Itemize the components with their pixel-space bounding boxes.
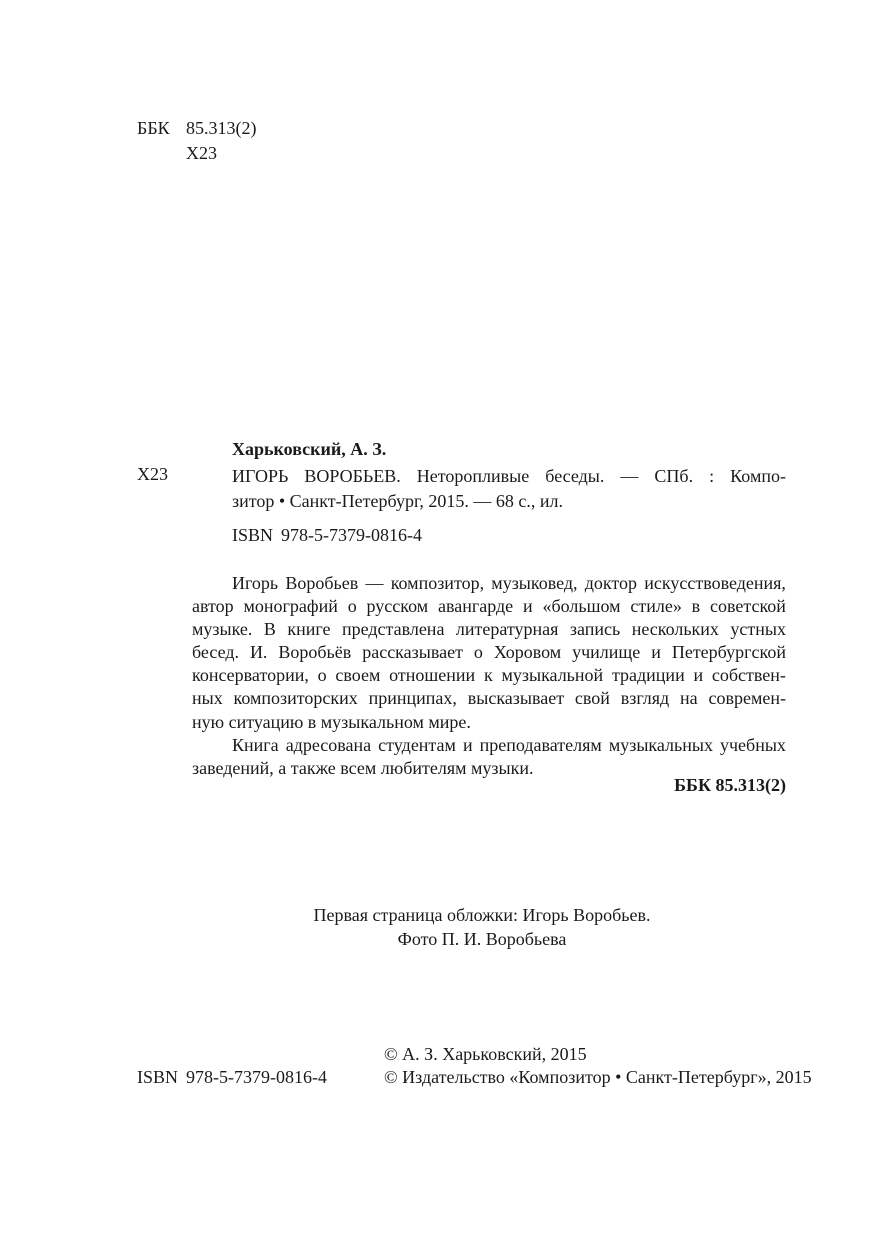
abstract-word: своем (335, 665, 381, 686)
author-mark-top: Х23 (186, 143, 217, 163)
abstract-word: и (693, 665, 704, 686)
abstract-word: — (365, 573, 384, 593)
abstract-word: рассказывает (362, 642, 463, 663)
record-title (232, 464, 786, 514)
abstract-word: и (651, 642, 661, 663)
abstract-word: литературная (455, 619, 559, 640)
abstract-word: монографий (243, 596, 338, 617)
abstract-word: к (483, 665, 493, 686)
abstract-line (192, 595, 786, 618)
abstract-word: устных (730, 619, 786, 640)
abstract-word: и (523, 596, 533, 617)
title-word: Компо- (730, 466, 786, 486)
abstract-word: ных (192, 688, 223, 709)
record-title-line-2: зитор • Санкт-Петербург, 2015. — 68 с., ил. (232, 491, 563, 511)
abstract-word: адресована (285, 734, 372, 755)
copyright-author: © А. З. Харьковский, 2015 (384, 1044, 587, 1064)
abstract-word: музыке. (192, 619, 253, 640)
abstract-line: заведений, а также всем любителям музыки. (192, 757, 534, 778)
record-author: Харьковский, А. З. (232, 439, 387, 459)
abstract-word: консерватории, (192, 665, 309, 686)
title-word: — (620, 466, 639, 486)
abstract-word: Хоровом (493, 642, 562, 663)
isbn-label: ISBN (232, 525, 274, 545)
abstract-word: стиле» (630, 596, 682, 617)
copyright-publisher: © Издательство «Композитор • Санкт-Петербург», 2015 (384, 1067, 812, 1087)
abstract-word: В (263, 619, 276, 640)
abstract-word: советской (710, 596, 786, 617)
abstract-word: книге (287, 619, 331, 640)
abstract-word: преподавателям (479, 734, 602, 755)
abstract-line: ную ситуацию в музыкальном мире. (192, 711, 471, 732)
abstract-word: о (317, 665, 327, 686)
abstract-word: о (473, 642, 483, 663)
abstract-word: авангарде (438, 596, 514, 617)
abstract-word: запись (569, 619, 621, 640)
abstract-line (192, 618, 786, 641)
abstract-word: «большом (542, 596, 621, 617)
cover-credit: Первая страница обложки: Игорь Воробьев. (313, 905, 651, 925)
abstract-word: автор (192, 596, 234, 617)
abstract-word: современ- (708, 688, 786, 709)
abstract-word: Воробьёв (278, 642, 352, 663)
bbk-classification-top (137, 118, 257, 139)
abstract-line (192, 664, 786, 687)
abstract-line (192, 734, 786, 757)
abstract-word: традиции (611, 665, 685, 686)
abstract-word: Книга (232, 734, 279, 755)
bbk-classification-bottom: ББК 85.313(2) (674, 775, 786, 795)
abstract-word: высказывает (467, 688, 565, 709)
abstract-word: композитор, (390, 573, 485, 593)
abstract-word: представлена (341, 619, 445, 640)
abstract-word: русском (366, 596, 429, 617)
abstract-line (192, 641, 786, 664)
abstract-line (192, 572, 786, 595)
abstract-word: учебных (720, 734, 786, 755)
abstract-word: свой (574, 688, 610, 709)
abstract-word: Воробьев (285, 573, 359, 593)
record-title-line-1 (232, 464, 786, 489)
abstract-word: принципах, (368, 688, 457, 709)
abstract-word: и (462, 734, 473, 755)
abstract-word: студентам (378, 734, 456, 755)
abstract-word: на (680, 688, 698, 709)
title-word: : (709, 466, 715, 486)
abstract-word: собствен- (711, 665, 786, 686)
title-word: Неторопливые (416, 466, 530, 486)
abstract-word: о (347, 596, 357, 617)
abstract-word: доктор (584, 573, 638, 593)
title-word: ИГОРЬ (232, 466, 289, 486)
isbn-number: 978-5-7379-0816-4 (186, 1067, 327, 1087)
abstract-word: искусствоведения, (644, 573, 786, 593)
abstract-word: музыкальных (608, 734, 713, 755)
title-word: беседы. (545, 466, 605, 486)
title-word: СПб. (654, 466, 694, 486)
abstract-line (192, 687, 786, 710)
record-isbn (232, 525, 422, 546)
photo-credit: Фото П. И. Воробьева (397, 929, 567, 949)
abstract-word: И. (249, 642, 268, 663)
bbk-label: ББК (137, 118, 170, 138)
abstract-word: бесед. (192, 642, 239, 663)
abstract (192, 572, 786, 780)
title-word: ВОРОБЬЕВ. (304, 466, 401, 486)
abstract-word: нескольких (631, 619, 719, 640)
abstract-word: отношении (389, 665, 476, 686)
abstract-word: Игорь (232, 573, 279, 593)
abstract-word: музыковед, (491, 573, 578, 593)
bbk-code: 85.313(2) (186, 118, 257, 138)
abstract-word: музыкальной (501, 665, 604, 686)
abstract-word: училище (572, 642, 641, 663)
abstract-word: в (691, 596, 701, 617)
footer-isbn (137, 1067, 327, 1088)
isbn-number: 978-5-7379-0816-4 (281, 525, 422, 545)
isbn-label: ISBN (137, 1067, 179, 1087)
abstract-word: Петербургской (671, 642, 786, 663)
abstract-word: композиторских (233, 688, 358, 709)
abstract-word: взгляд (620, 688, 670, 709)
record-author-mark: Х23 (137, 464, 168, 484)
